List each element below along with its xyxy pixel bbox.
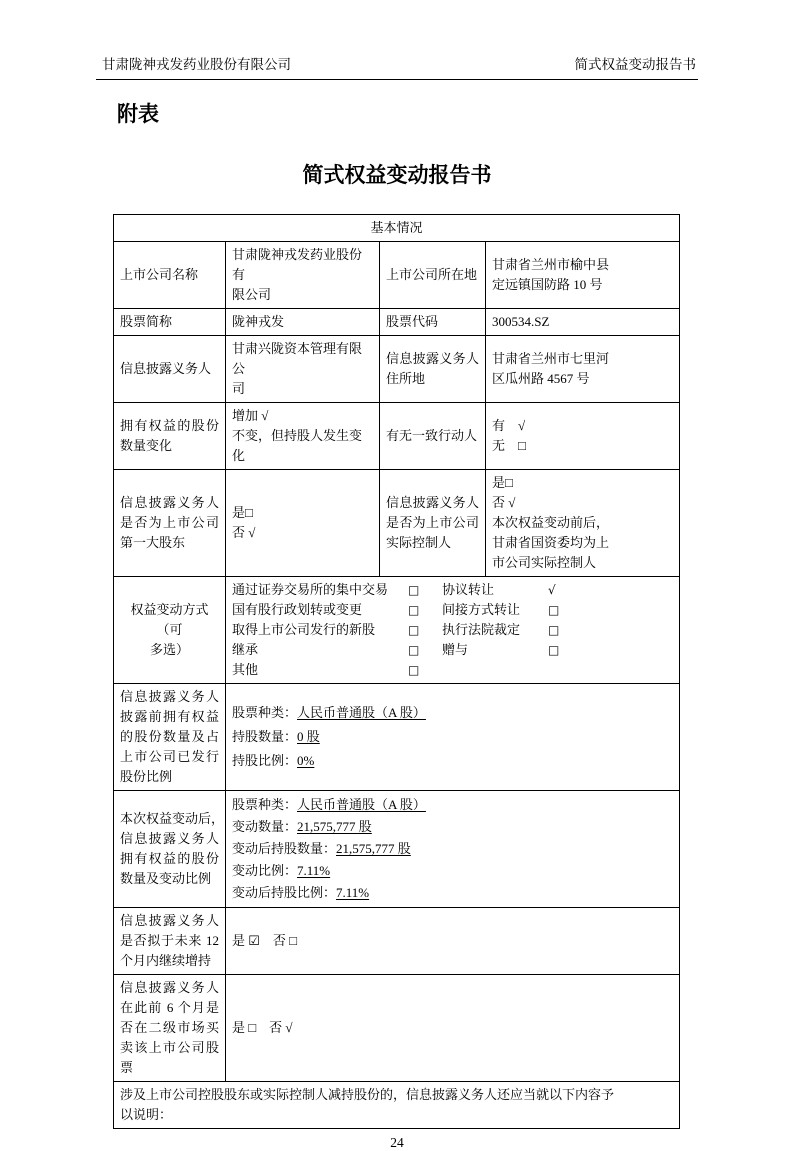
stat-line xyxy=(232,838,673,860)
value-line: 本次权益变动前后， xyxy=(492,515,610,530)
value-stock-short-name: 陇神戎发 xyxy=(226,309,380,336)
stat-label: 变动后持股比例： xyxy=(232,885,337,900)
stat-value: 人民币普通股（A 股） xyxy=(297,705,426,720)
option-checkmark: √ xyxy=(548,583,556,597)
table-row-share-change xyxy=(114,403,680,470)
table-row-discloser xyxy=(114,336,680,403)
label-discloser: 信息披露义务人 xyxy=(114,336,226,403)
option-checkbox: □ xyxy=(408,623,420,637)
label-line: 的股份数量及占 xyxy=(120,729,219,744)
option-checkbox: □ xyxy=(548,623,560,637)
value-line: 甘肃兴陇资本管理有限公 xyxy=(232,341,363,376)
table-row-prior-trading xyxy=(114,975,680,1082)
stat-line xyxy=(232,749,673,773)
value-line: 否 √ xyxy=(492,495,516,510)
value-prior-trading: 是 □ 否 √ xyxy=(226,975,680,1082)
option-label: 其他 xyxy=(232,662,259,677)
option-row xyxy=(232,660,673,680)
value-line: 否 √ xyxy=(232,525,256,540)
label-line: 是否拟于未来 12 xyxy=(120,933,219,948)
label-line: 信息披露义务人 xyxy=(120,980,219,995)
label-concert-parties: 有无一致行动人 xyxy=(380,403,486,470)
option-label: 取得上市公司发行的新股 xyxy=(232,622,376,637)
option-label: 通过证券交易所的集中交易 xyxy=(232,582,389,597)
value-line: 限公司 xyxy=(232,287,272,302)
value-line: 甘肃省兰州市榆中县 xyxy=(492,257,610,272)
value-concert-parties xyxy=(486,403,680,470)
table-row-ticker xyxy=(114,309,680,336)
label-company-name: 上市公司名称 xyxy=(114,242,226,309)
table-row-holdings-before xyxy=(114,684,680,791)
label-holdings-before xyxy=(114,684,226,791)
value-line: 有 √ xyxy=(492,418,526,433)
table-row-holdings-after xyxy=(114,791,680,908)
table-row-section-header xyxy=(114,215,680,242)
value-future-increase: 是 ☑ 否 □ xyxy=(226,908,680,975)
label-line: 是否为上市公司 xyxy=(386,515,479,530)
option-checkbox: □ xyxy=(408,663,420,677)
value-line: 无 □ xyxy=(492,438,526,453)
value-line: 增加 √ xyxy=(232,408,269,423)
option-checkbox xyxy=(548,660,673,680)
label-line: 个月内继续增持 xyxy=(120,953,212,968)
label-line: 上市公司已发行 xyxy=(120,749,219,764)
value-line: 定远镇国防路 10 号 xyxy=(492,277,603,292)
stat-value: 0% xyxy=(297,753,315,768)
value-change-method xyxy=(226,577,680,684)
option-label: 赠与 xyxy=(442,642,469,657)
value-line: 甘肃陇神戎发药业股份有 xyxy=(232,247,363,282)
label-largest-shareholder xyxy=(114,470,226,577)
label-prior-trading xyxy=(114,975,226,1082)
label-line: 信息披露义务人 xyxy=(120,913,219,928)
label-line: 权益变动方式（可 xyxy=(130,602,209,637)
option-label: 协议转让 xyxy=(442,582,495,597)
label-holdings-after xyxy=(114,791,226,908)
stat-label: 持股数量： xyxy=(232,729,298,744)
value-company-location xyxy=(486,242,680,309)
header-company-name: 甘肃陇神戎发药业股份有限公司 xyxy=(102,57,291,72)
option-label: 执行法院裁定 xyxy=(442,622,521,637)
label-line: 本次权益变动后， xyxy=(120,811,225,826)
label-line: 信息披露义务人 xyxy=(386,351,479,366)
note-line: 涉及上市公司控股股东或实际控制人减持股份的，信息披露义务人还应当就以下内容予 xyxy=(120,1087,615,1102)
value-line: 市公司实际控制人 xyxy=(492,555,597,570)
label-stock-code: 股票代码 xyxy=(380,309,486,336)
stat-value: 7.11% xyxy=(297,863,331,878)
label-line: 数量及变动比例 xyxy=(120,871,212,886)
value-holdings-after xyxy=(226,791,680,908)
label-discloser-address xyxy=(380,336,486,403)
label-line: 信息披露义务人 xyxy=(386,495,479,510)
value-discloser xyxy=(226,336,380,403)
stat-line xyxy=(232,701,673,725)
option-row xyxy=(232,600,673,620)
value-discloser-address xyxy=(486,336,680,403)
label-line: 票 xyxy=(120,1060,134,1075)
label-stock-short-name: 股票简称 xyxy=(114,309,226,336)
label-line: 信息披露义务人 xyxy=(120,831,219,846)
table-row-reduction-note xyxy=(114,1082,680,1129)
header-doc-type: 简式权益变动报告书 xyxy=(574,57,696,72)
option-row xyxy=(232,620,673,640)
value-actual-controller xyxy=(486,470,680,577)
value-line: 是□ xyxy=(492,475,513,490)
label-change-method xyxy=(114,577,226,684)
label-line: 多选） xyxy=(149,642,189,657)
stat-label: 变动后持股数量： xyxy=(232,841,337,856)
option-checkbox: □ xyxy=(408,603,420,617)
stat-value: 人民币普通股（A 股） xyxy=(297,797,426,812)
option-row xyxy=(232,640,673,660)
value-line: 不变，但持股人发生变化 xyxy=(232,428,363,463)
stat-line xyxy=(232,882,673,904)
basic-info-table xyxy=(113,214,680,1129)
label-share-change xyxy=(114,403,226,470)
option-checkbox: □ xyxy=(408,643,420,657)
label-line: 实际控制人 xyxy=(386,535,452,550)
label-line: 拥有权益的股份 xyxy=(120,851,219,866)
value-line: 是□ xyxy=(232,505,253,520)
page-number: 24 xyxy=(390,1135,404,1150)
value-line: 司 xyxy=(232,381,246,396)
appendix-heading: 附表 xyxy=(117,102,159,126)
value-line: 区瓜州路 4567 号 xyxy=(492,371,590,386)
stat-value: 21,575,777 股 xyxy=(297,819,372,834)
label-line: 信息披露义务人 xyxy=(120,495,219,510)
value-company-name xyxy=(226,242,380,309)
option-checkbox: □ xyxy=(548,643,560,657)
label-line: 否在二级市场买 xyxy=(120,1020,219,1035)
stat-label: 持股比例： xyxy=(232,753,298,768)
section-header-cell: 基本情况 xyxy=(114,215,680,242)
option-checkbox: □ xyxy=(548,603,560,617)
option-label: 间接方式转让 xyxy=(442,602,521,617)
label-line: 拥有权益的股份 xyxy=(120,418,219,433)
table-row-company xyxy=(114,242,680,309)
option-label xyxy=(442,660,548,680)
value-share-change xyxy=(226,403,380,470)
value-stock-code: 300534.SZ xyxy=(486,309,680,336)
running-header xyxy=(96,56,698,80)
table-row-change-method xyxy=(114,577,680,684)
stat-label: 变动比例： xyxy=(232,863,298,878)
label-line: 住所地 xyxy=(386,371,426,386)
stat-value: 0 股 xyxy=(297,729,320,744)
option-label: 继承 xyxy=(232,642,259,657)
stat-line xyxy=(232,725,673,749)
table-row-future-increase xyxy=(114,908,680,975)
stat-line xyxy=(232,816,673,838)
stat-line xyxy=(232,794,673,816)
value-largest-shareholder xyxy=(226,470,380,577)
value-holdings-before xyxy=(226,684,680,791)
label-line: 披露前拥有权益 xyxy=(120,709,219,724)
label-actual-controller xyxy=(380,470,486,577)
table-row-largest-shareholder xyxy=(114,470,680,577)
note-line: 以说明： xyxy=(120,1107,173,1122)
label-future-increase xyxy=(114,908,226,975)
label-line: 是否为上市公司 xyxy=(120,515,219,530)
stat-label: 股票种类： xyxy=(232,705,298,720)
option-row xyxy=(232,580,673,600)
label-line: 在此前 6 个月是 xyxy=(120,1000,219,1015)
value-line: 甘肃省兰州市七里河 xyxy=(492,351,610,366)
label-line: 卖该上市公司股 xyxy=(120,1040,219,1055)
label-line: 股份比例 xyxy=(120,769,173,784)
label-line: 第一大股东 xyxy=(120,535,186,550)
label-company-location: 上市公司所在地 xyxy=(380,242,486,309)
stat-label: 变动数量： xyxy=(232,819,298,834)
stat-label: 股票种类： xyxy=(232,797,298,812)
value-line: 甘肃省国资委均为上 xyxy=(492,535,610,550)
label-line: 信息披露义务人 xyxy=(120,689,219,704)
stat-value: 7.11% xyxy=(336,885,370,900)
option-checkbox: □ xyxy=(408,583,420,597)
option-label: 国有股行政划转或变更 xyxy=(232,602,363,617)
reduction-note-cell xyxy=(114,1082,680,1129)
stat-value: 21,575,777 股 xyxy=(336,841,411,856)
stat-line xyxy=(232,860,673,882)
report-title: 简式权益变动报告书 xyxy=(302,163,492,187)
label-line: 数量变化 xyxy=(120,438,173,453)
